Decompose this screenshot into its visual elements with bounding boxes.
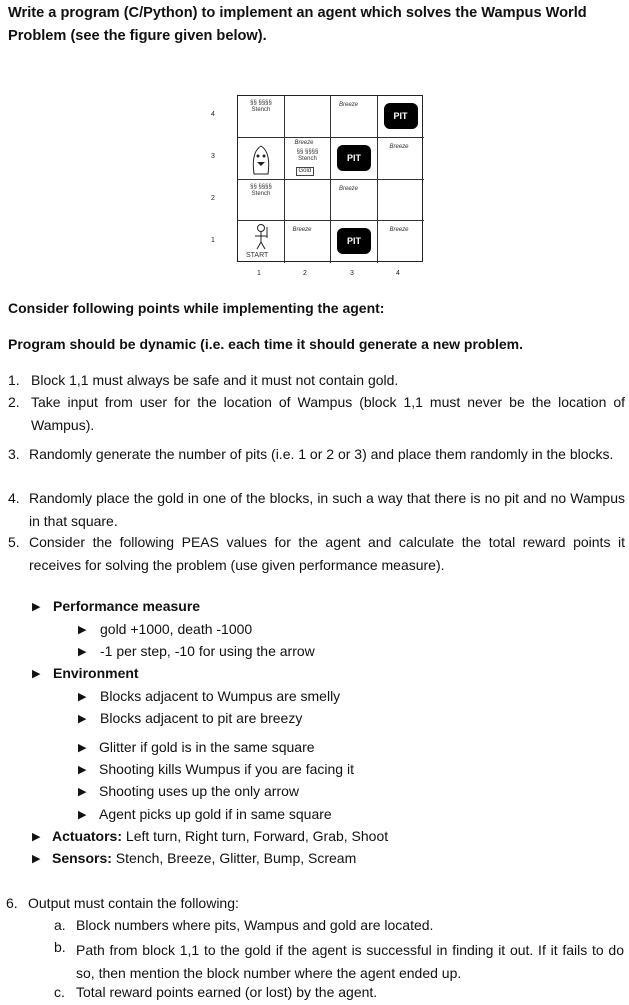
cell-3-2 [331,180,378,222]
environment-item: Shooting uses up the only arrow [99,783,300,799]
breeze-marker: Breeze [389,143,409,150]
pit-marker: PIT [337,228,371,254]
stench-marker: §§ §§§§ Stench [296,148,319,162]
row-label-4: 4 [211,111,215,118]
output-letter: a. [54,917,66,933]
dynamic-heading: Program should be dynamic (i.e. each time it should generate a new problem. [8,336,524,352]
environment-item: Glitter if gold is in the same square [99,739,315,755]
bullet-icon: ▶ [32,853,41,865]
cell-4-3 [378,138,425,180]
row-label-3: 3 [211,153,215,160]
bullet-icon: ▶ [78,786,87,798]
cell-3-3 [331,138,378,180]
wumpus-grid [237,95,423,262]
requirements-list [0,369,629,575]
list-item: 1. Block 1,1 must always be safe and it must not contain gold. [8,372,399,388]
row-label-2: 2 [211,195,215,202]
cell-3-1 [331,221,378,263]
pit-marker: PIT [337,145,371,171]
cell-1-2 [238,180,285,222]
output-item: Total reward points earned (or lost) by the agent. [76,984,378,1000]
performance-label: Performance measure [53,598,201,614]
stench-marker: §§ §§§§ Stench [250,100,272,113]
environment-item: Shooting kills Wumpus if you are facing it [99,761,354,777]
bullet-icon: ▶ [78,742,87,754]
stench-marker: §§ §§§§ Stench [250,183,272,197]
cell-1-3 [238,138,285,180]
output-heading: Output must contain the following: [28,895,239,911]
col-label-1: 1 [257,270,261,277]
bullet-icon: ▶ [78,764,87,776]
row-label-1: 1 [211,237,215,244]
bullet-icon: ▶ [78,691,87,703]
list-item: 4. Randomly place the gold in one of the blocks, in such a way that there is no pit and no Wampus in that square. [8,490,625,529]
cell-2-2 [285,180,332,222]
cell-1-4 [238,96,285,138]
cell-4-2 [378,180,425,222]
breeze-marker: Breeze [294,139,314,146]
list-item: 2. Take input from user for the location of Wampus (block 1,1 must never be the location of Wampus). [8,394,625,433]
gold-marker: Gold [296,167,315,176]
environment-label: Environment [53,665,139,681]
cell-4-4 [378,96,425,138]
breeze-marker: Breeze [292,227,312,234]
section-heading: Consider following points while implementing the agent: [8,300,385,316]
col-label-2: 2 [303,270,307,277]
output-number: 6. [6,895,18,911]
bullet-icon: ▶ [78,624,87,636]
list-item: 5. Consider the following PEAS values for the agent and calculate the total reward points it receives for solving the problem (use given performance measure). [8,534,625,573]
bullet-icon: ▶ [32,831,41,843]
pit-marker: PIT [384,103,418,129]
bullet-icon: ▶ [78,809,87,821]
breeze-marker: Breeze [339,185,359,192]
performance-item: -1 per step, -10 for using the arrow [100,643,315,659]
assignment-title: Write a program (C/Python) to implement an agent which solves the Wampus World Problem (see the figure given below). [8,5,587,44]
cell-3-4 [331,96,378,138]
output-letter: c. [54,984,65,1000]
actuators-line: Actuators: Left turn, Right turn, Forward, Grab, Shoot [52,828,389,844]
sensors-line: Sensors: Stench, Breeze, Glitter, Bump, Scream [52,850,357,866]
col-label-3: 3 [350,270,354,277]
output-letter: b. [54,939,66,955]
wumpus-icon [248,142,274,176]
environment-item: Agent picks up gold if in same square [99,806,332,822]
bullet-icon: ▶ [78,646,87,658]
cell-2-3 [285,138,332,180]
performance-item: gold +1000, death -1000 [100,621,253,637]
environment-item: Blocks adjacent to pit are breezy [100,710,303,726]
bullet-icon: ▶ [32,601,41,613]
list-item: 3. Randomly generate the number of pits (i.e. 1 or 2 or 3) and place them randomly in the blocks. [8,446,614,462]
bullet-icon: ▶ [78,713,87,725]
cell-4-1 [378,221,425,263]
bullet-icon: ▶ [32,668,41,680]
cell-2-1 [285,221,332,263]
cell-2-4 [285,96,332,138]
output-item: Block numbers where pits, Wampus and gold are located. [76,917,434,933]
agent-icon [251,223,271,251]
environment-item: Blocks adjacent to Wumpus are smelly [100,688,341,704]
breeze-marker: Breeze [389,227,409,234]
breeze-marker: Breeze [339,102,359,108]
start-label: START [246,252,269,260]
cell-1-1 [238,221,285,263]
output-item: Path from block 1,1 to the gold if the agent is successful in finding it out. If it fails to do so, then mention the block number where the agent ended up. [76,942,624,981]
col-label-4: 4 [396,270,400,277]
